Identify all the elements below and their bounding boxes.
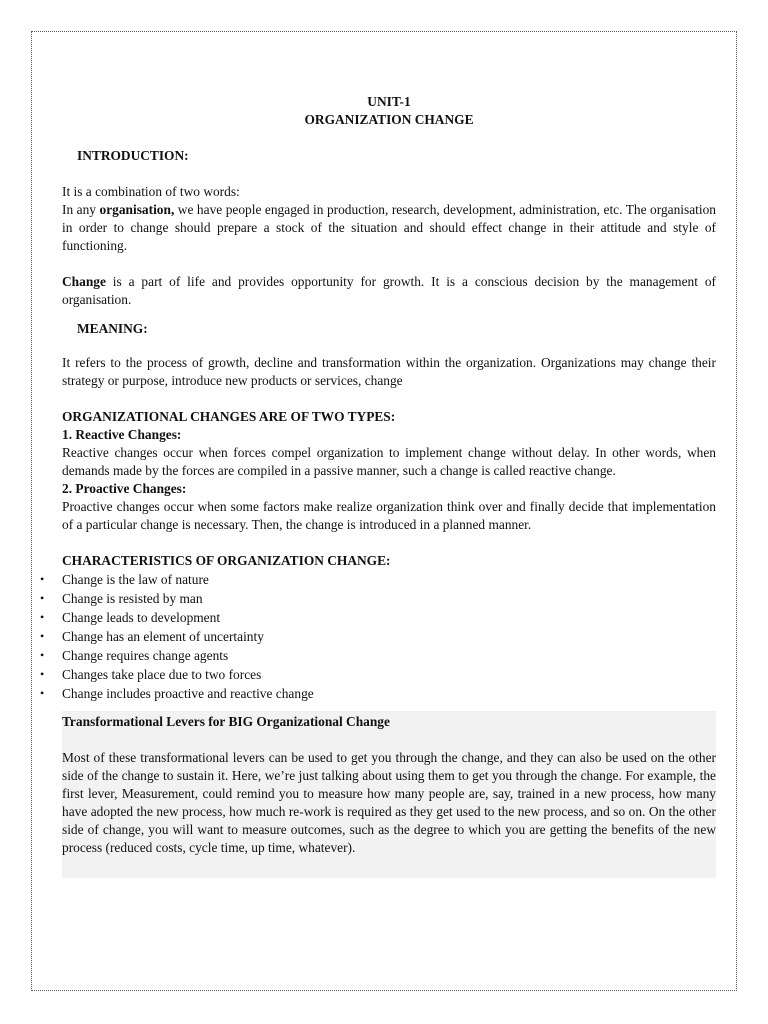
- change-paragraph: Change is a part of life and provides opportunity for growth. It is a conscious decision by the management of organisation.: [62, 274, 716, 307]
- bullet-icon: •: [40, 686, 45, 700]
- list-item-text: Change is the law of nature: [62, 572, 209, 587]
- bullet-icon: •: [40, 572, 45, 586]
- meaning-paragraph: It refers to the process of growth, decline and transformation within the organization. Organizations may change their strategy or purpose, introduce new products or services, change: [62, 355, 716, 388]
- reactive-heading: 1. Reactive Changes:: [62, 427, 182, 442]
- unit-label: UNIT-1: [367, 94, 411, 109]
- intro-line: It is a combination of two words:: [62, 184, 240, 199]
- document-body: [40, 93, 717, 878]
- list-item-text: Change requires change agents: [62, 648, 229, 663]
- list-item: [40, 608, 716, 627]
- list-item-text: Change leads to development: [62, 610, 221, 625]
- list-item: [40, 665, 716, 684]
- page-title: ORGANIZATION CHANGE: [304, 112, 474, 127]
- proactive-paragraph: Proactive changes occur when some factors make realize organization think over and finally decide that implementation of a particular change is necessary. Then, the change is introduced in a planned manner.: [62, 499, 716, 532]
- bullet-icon: •: [40, 610, 45, 624]
- list-item: [40, 570, 716, 589]
- list-item: [40, 684, 716, 703]
- levers-paragraph: Most of these transformational levers can be used to get you through the change, and they can also be used on the other side of the change to sustain it. Here, we’re just talking about using them to get you through the change. For example, the first lever, Measurement, could remind you to measure how many people are, say, trained in a new process, how many have adopted the new process, how much re-work is required as they get used to the new process, and so on. On the other side of change, you will want to measure outcomes, such as the degree to which you are getting the benefits of the new process (reduced costs, cycle time, up time, whatever).: [62, 750, 716, 856]
- types-heading: ORGANIZATIONAL CHANGES ARE OF TWO TYPES:: [62, 409, 396, 424]
- meaning-heading: MEANING:: [77, 321, 148, 336]
- introduction-heading: INTRODUCTION:: [77, 148, 189, 163]
- list-item: [40, 627, 716, 646]
- list-item: [40, 646, 716, 665]
- bullet-icon: •: [40, 667, 45, 681]
- proactive-heading: 2. Proactive Changes:: [62, 481, 187, 496]
- bullet-icon: •: [40, 629, 45, 643]
- characteristics-heading: CHARACTERISTICS OF ORGANIZATION CHANGE:: [62, 553, 391, 568]
- characteristics-list: [40, 570, 716, 703]
- list-item-text: Change includes proactive and reactive change: [62, 686, 314, 701]
- list-item: [40, 589, 716, 608]
- reactive-paragraph: Reactive changes occur when forces compel organization to implement change without delay. In other words, when demands made by the forces are compiled in a passive manner, such a change is called reactive change.: [62, 445, 716, 478]
- levers-heading: Transformational Levers for BIG Organizational Change: [62, 714, 390, 729]
- bullet-icon: •: [40, 591, 45, 605]
- list-item-text: Change has an element of uncertainty: [62, 629, 264, 644]
- list-item-text: Changes take place due to two forces: [62, 667, 262, 682]
- bullet-icon: •: [40, 648, 45, 662]
- levers-section: [62, 711, 716, 878]
- list-item-text: Change is resisted by man: [62, 591, 203, 606]
- intro-paragraph: In any organisation, we have people engaged in production, research, development, administration, etc. The organisation in order to change should prepare a stock of the situation and should effect change in their attitude and style of functioning.: [62, 202, 717, 253]
